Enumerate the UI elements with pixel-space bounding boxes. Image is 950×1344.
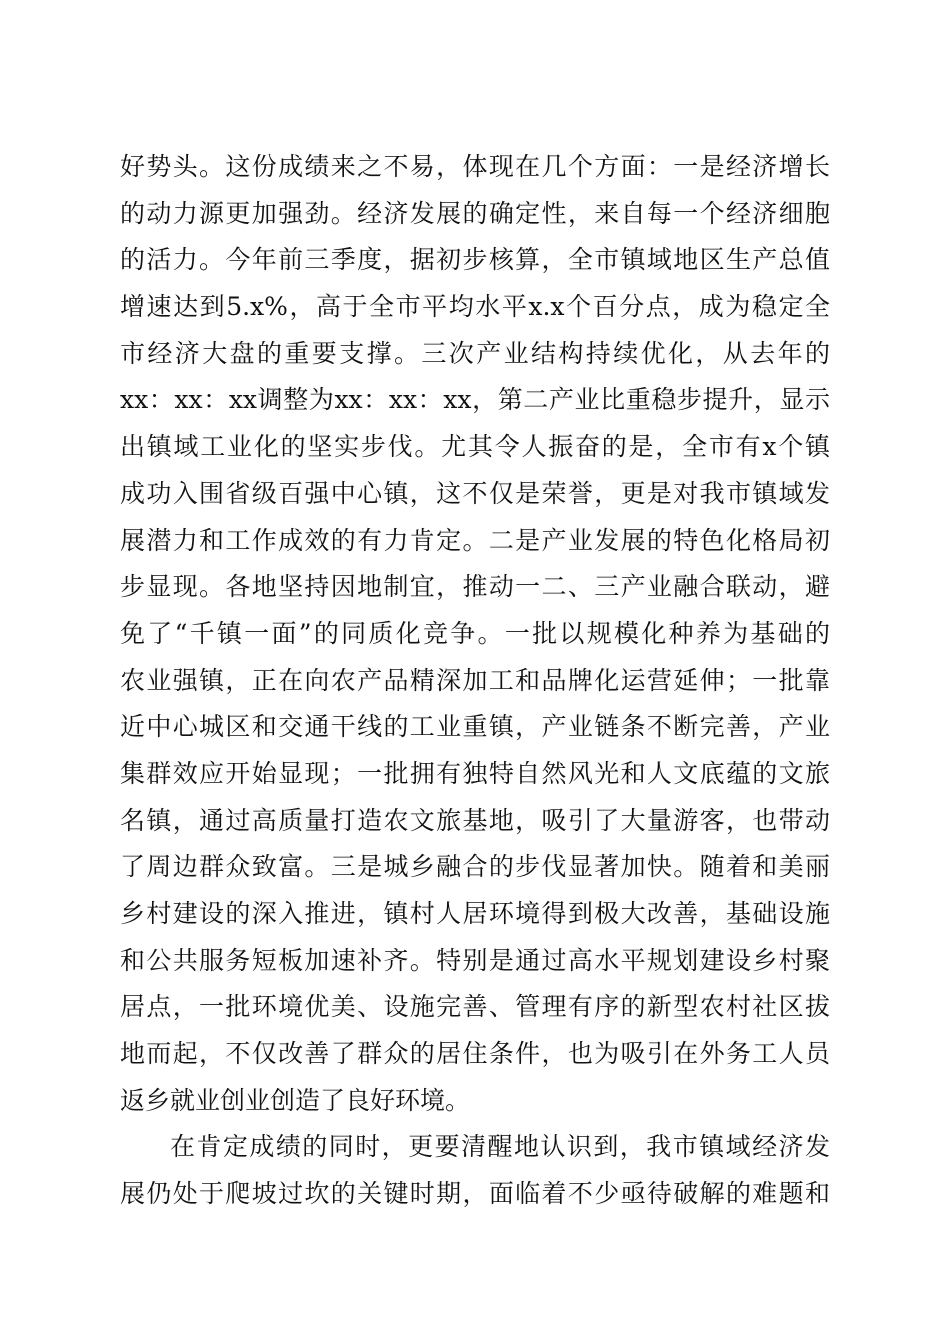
text-line: 和公共服务短板加速补齐。特别是通过高水平规划建设乡村聚 (120, 945, 830, 975)
paragraph-start-line: 在肯定成绩的同时，更要清醒地认识到，我市镇域经济发 (170, 1132, 830, 1162)
text-line: 的动力源更加强劲。经济发展的确定性，来自每一个经济细胞 (120, 198, 830, 228)
text-line: 近中心城区和交通干线的工业重镇，产业链条不断完善，产业 (120, 712, 830, 742)
text-line: 市经济大盘的重要支撑。三次产业结构持续优化，从去年的 (120, 338, 830, 368)
text-line: 乡村建设的深入推进，镇村人居环境得到极大改善，基础设施 (120, 899, 830, 928)
text-line: 展潜力和工作成效的有力肯定。二是产业发展的特色化格局初 (120, 525, 830, 555)
text-line: 地而起，不仅改善了群众的居住条件，也为吸引在外务工人员 (120, 1039, 830, 1069)
text-line: 出镇域工业化的坚实步伐。尤其令人振奋的是，全市有x个镇 (120, 432, 830, 462)
text-line: 集群效应开始显现；一批拥有独特自然风光和人文底蕴的文旅 (120, 758, 830, 788)
body-text (120, 144, 830, 1218)
text-line: 展仍处于爬坡过坎的关键时期，面临着不少亟待破解的难题和 (120, 1179, 830, 1209)
paragraph-end-line: 返乡就业创业创造了良好环境。 (120, 1085, 471, 1115)
text-line: 步显现。各地坚持因地制宜，推动一二、三产业融合联动，避 (120, 572, 830, 602)
text-line: 增速达到5.x%，高于全市平均水平x.x个百分点，成为稳定全 (120, 292, 830, 322)
text-line: 好势头。这份成绩来之不易，体现在几个方面：一是经济增长 (120, 152, 830, 181)
text-line: 农业强镇，正在向农产品精深加工和品牌化运营延伸；一批靠 (120, 665, 830, 695)
text-line: 免了“千镇一面”的同质化竞争。一批以规模化种养为基础的 (120, 618, 830, 648)
text-line: xx：xx：xx调整为xx：xx：xx，第二产业比重稳步提升，显示 (120, 385, 830, 415)
text-line: 居点，一批环境优美、设施完善、管理有序的新型农村社区拔 (120, 992, 830, 1022)
text-line: 的活力。今年前三季度，据初步核算，全市镇域地区生产总值 (120, 245, 830, 275)
text-line: 成功入围省级百强中心镇，这不仅是荣誉，更是对我市镇域发 (120, 478, 830, 508)
text-line: 了周边群众致富。三是城乡融合的步伐显著加快。随着和美丽 (120, 852, 830, 882)
text-line: 名镇，通过高质量打造农文旅基地，吸引了大量游客，也带动 (120, 805, 830, 835)
